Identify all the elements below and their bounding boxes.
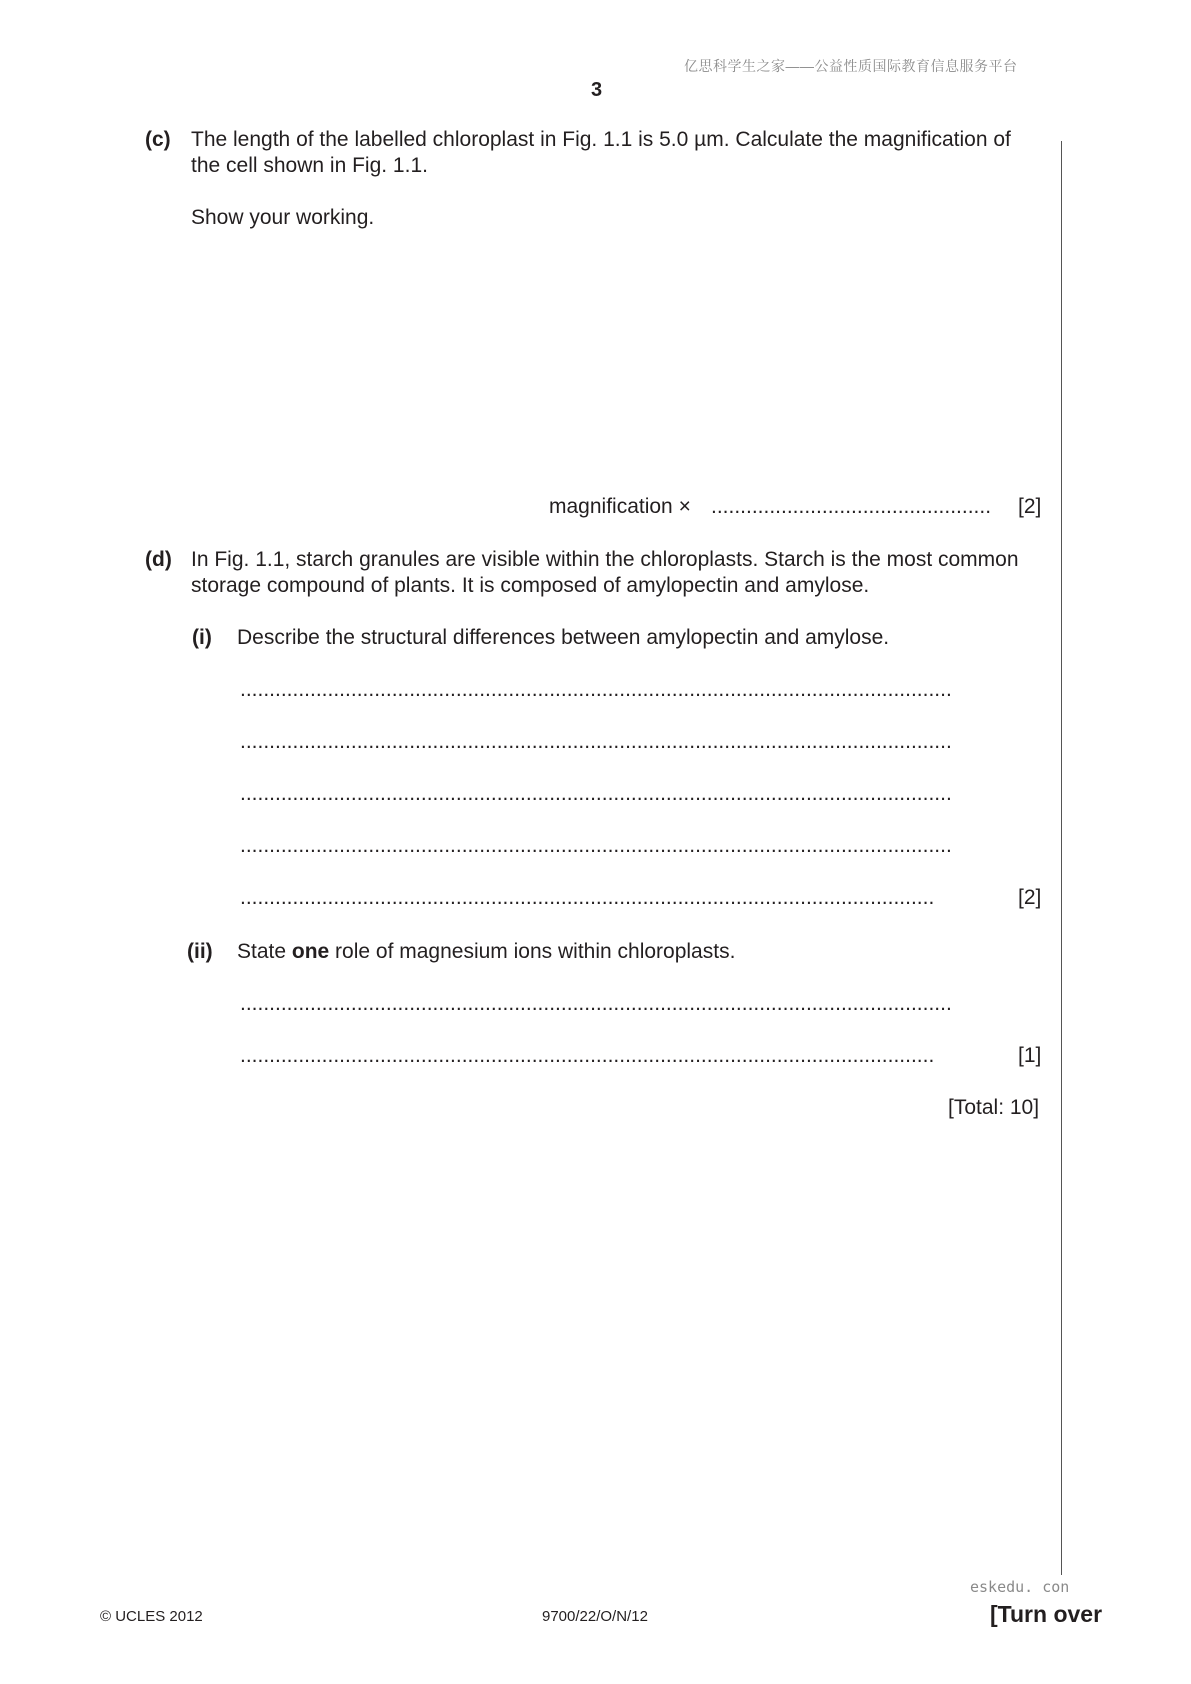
page-number: 3 [591,79,603,101]
answer-line[interactable]: .......................................................................................................................... [240,992,952,1015]
margin-rule [1061,141,1062,1575]
answer-line[interactable]: .......................................................................................................................... [240,678,952,701]
magnification-answer-line[interactable]: ................................................ [711,495,992,518]
part-c-text-line1: The length of the labelled chloroplast in Fig. 1.1 is 5.0 µm. Calculate the magnification of [191,128,1011,151]
part-c-instruction: Show your working. [191,206,375,229]
part-c-marks: [2] [1018,495,1042,518]
part-d-i-marks: [2] [1018,886,1042,909]
question-text: State [237,940,292,963]
answer-line[interactable]: ....................................................................................................................... [240,1044,935,1067]
part-d-text-line2: storage compound of plants. It is composed of amylopectin and amylose. [191,574,870,597]
copyright: © UCLES 2012 [100,1608,203,1625]
answer-line[interactable]: .......................................................................................................................... [240,834,952,857]
paper-code: 9700/22/O/N/12 [542,1608,648,1625]
part-d-i-question: Describe the structural differences between amylopectin and amylose. [237,626,890,649]
turn-over: [Turn over [990,1601,1103,1627]
part-d-ii-label: (ii) [187,940,213,963]
answer-line[interactable]: .......................................................................................................................... [240,782,952,805]
total-marks: [Total: 10] [948,1096,1040,1119]
question-text: role of magnesium ions within chloroplasts. [329,940,736,963]
part-c-label: (c) [145,128,171,151]
header-watermark: 亿思科学生之家——公益性质国际教育信息服务平台 [684,58,1018,74]
answer-line[interactable]: .......................................................................................................................... [240,730,952,753]
answer-line[interactable]: ....................................................................................................................... [240,886,935,909]
site-watermark: eskedu. con [970,1578,1070,1596]
emphasis-word: one [291,940,330,963]
part-d-label: (d) [145,548,172,571]
part-d-text-line1: In Fig. 1.1, starch granules are visible within the chloroplasts. Starch is the most common [191,548,1019,571]
part-d-i-label: (i) [192,626,212,649]
part-d-ii-marks: [1] [1018,1044,1042,1067]
part-d-ii-question [237,939,735,965]
magnification-label: magnification × [549,495,691,518]
part-c-text-line2: the cell shown in Fig. 1.1. [191,154,428,177]
